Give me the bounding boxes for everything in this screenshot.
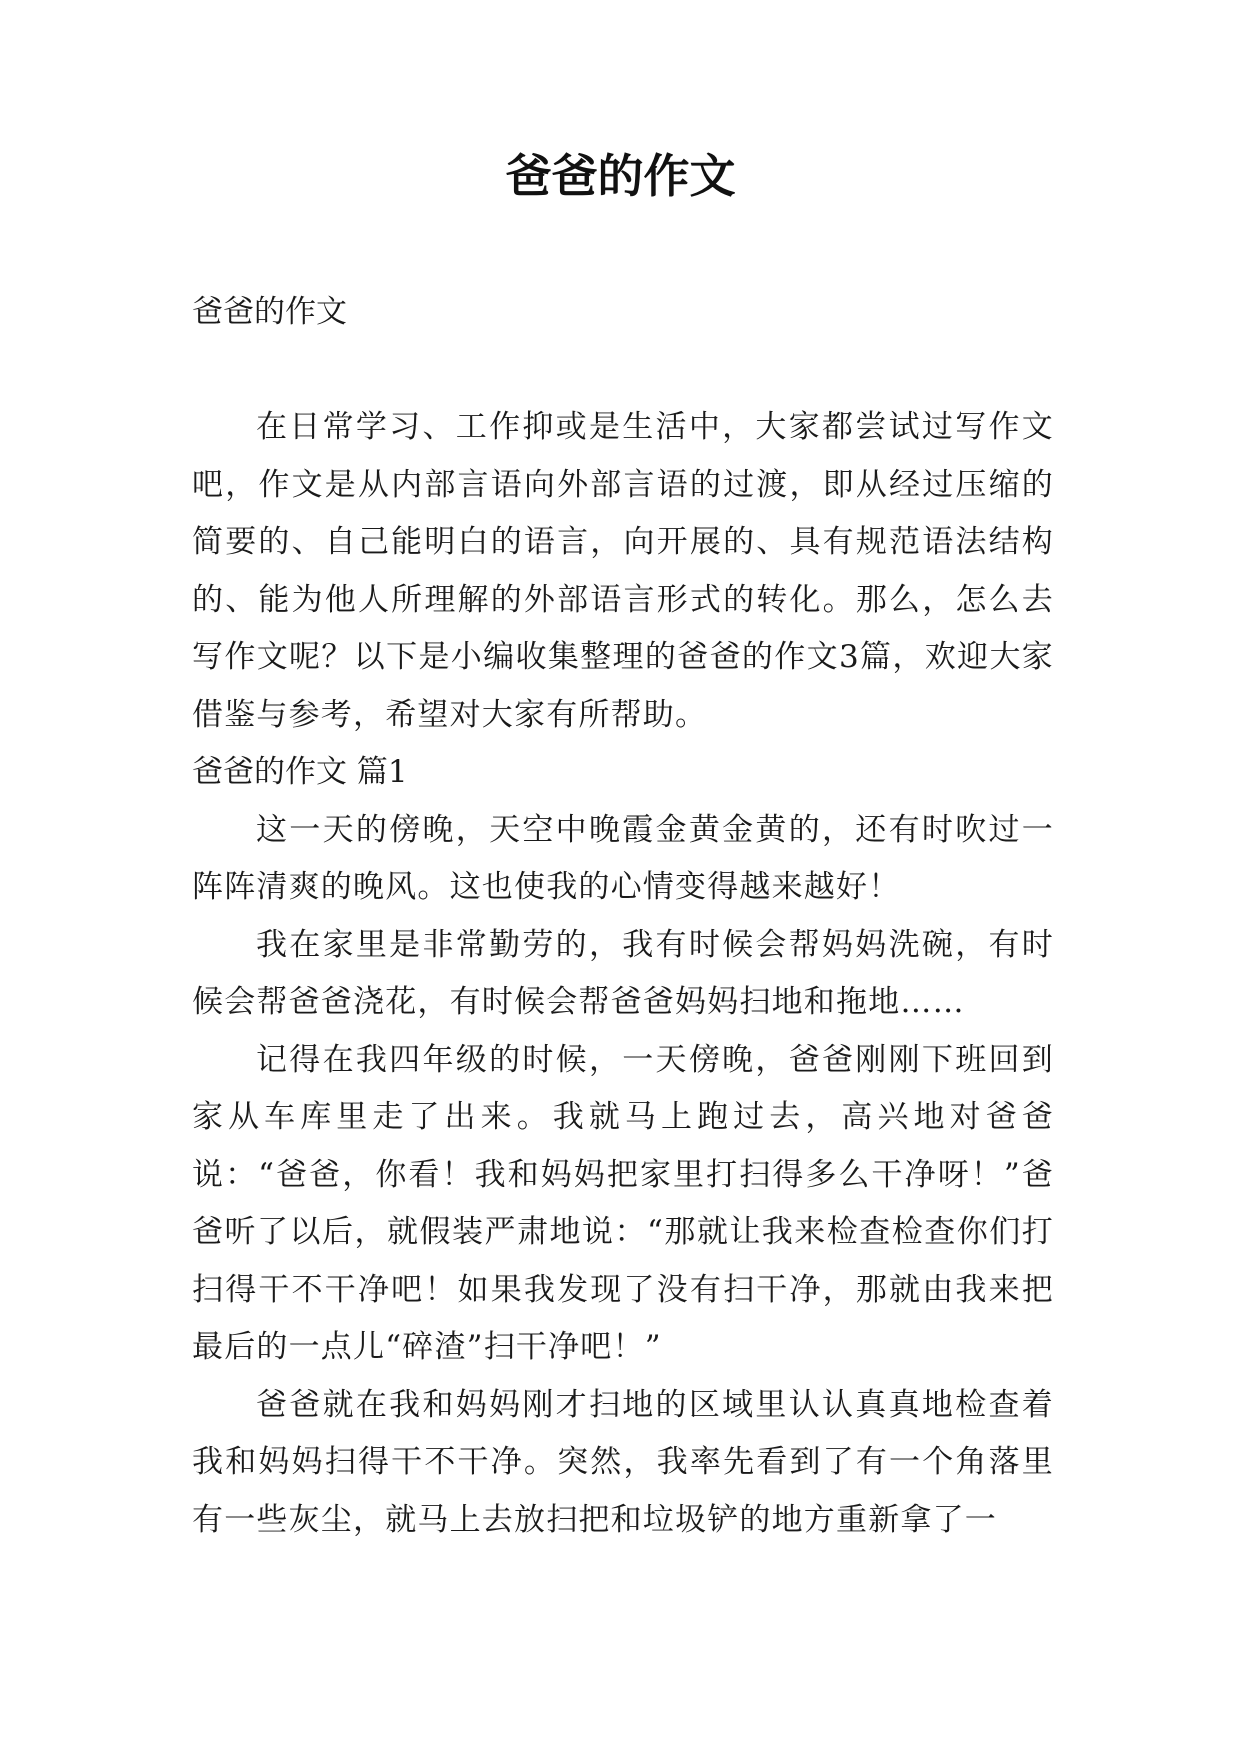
body-paragraph-4: 爸爸就在我和妈妈刚才扫地的区域里认认真真地检查着我和妈妈扫得干不干净。突然，我率先看到了有一个角落里有一些灰尘，就马上去放扫把和垃圾铲的地方重新拿了一 — [192, 1386, 1054, 1538]
blank-line — [192, 342, 1054, 400]
document-body — [192, 284, 1054, 1549]
body-paragraph-2: 我在家里是非常勤劳的，我有时候会帮妈妈洗碗，有时候会帮爸爸浇花，有时候会帮爸爸妈妈扫地和拖地…… — [192, 926, 1054, 1020]
section-heading: 爸爸的作文 篇1 — [192, 754, 408, 790]
document-subtitle: 爸爸的作文 — [192, 294, 347, 330]
body-paragraph-3: 记得在我四年级的时候，一天傍晚，爸爸刚刚下班回到家从车库里走了出来。我就马上跑过去，高兴地对爸爸说：“爸爸，你看！我和妈妈把家里打扫得多么干净呀！”爸爸听了以后，就假装严肃地说：“那就让我来检查检查你们打扫得干不干净吧！如果我发现了没有扫干净，那就由我来把最后的一点儿“碎渣”扫干净吧！” — [192, 1041, 1054, 1365]
body-paragraph-1: 这一天的傍晚，天空中晚霞金黄金黄的，还有时吹过一阵阵清爽的晚风。这也使我的心情变得越来越好！ — [192, 811, 1054, 905]
intro-paragraph: 在日常学习、工作抑或是生活中，大家都尝试过写作文吧，作文是从内部言语向外部言语的过渡，即从经过压缩的简要的、自己能明白的语言，向开展的、具有规范语法结构的、能为他人所理解的外部语言形式的转化。那么，怎么去写作文呢？以下是小编收集整理的爸爸的作文3篇，欢迎大家借鉴与参考，希望对大家有所帮助。 — [192, 409, 1054, 733]
document-title: 爸爸的作文 — [505, 149, 736, 203]
